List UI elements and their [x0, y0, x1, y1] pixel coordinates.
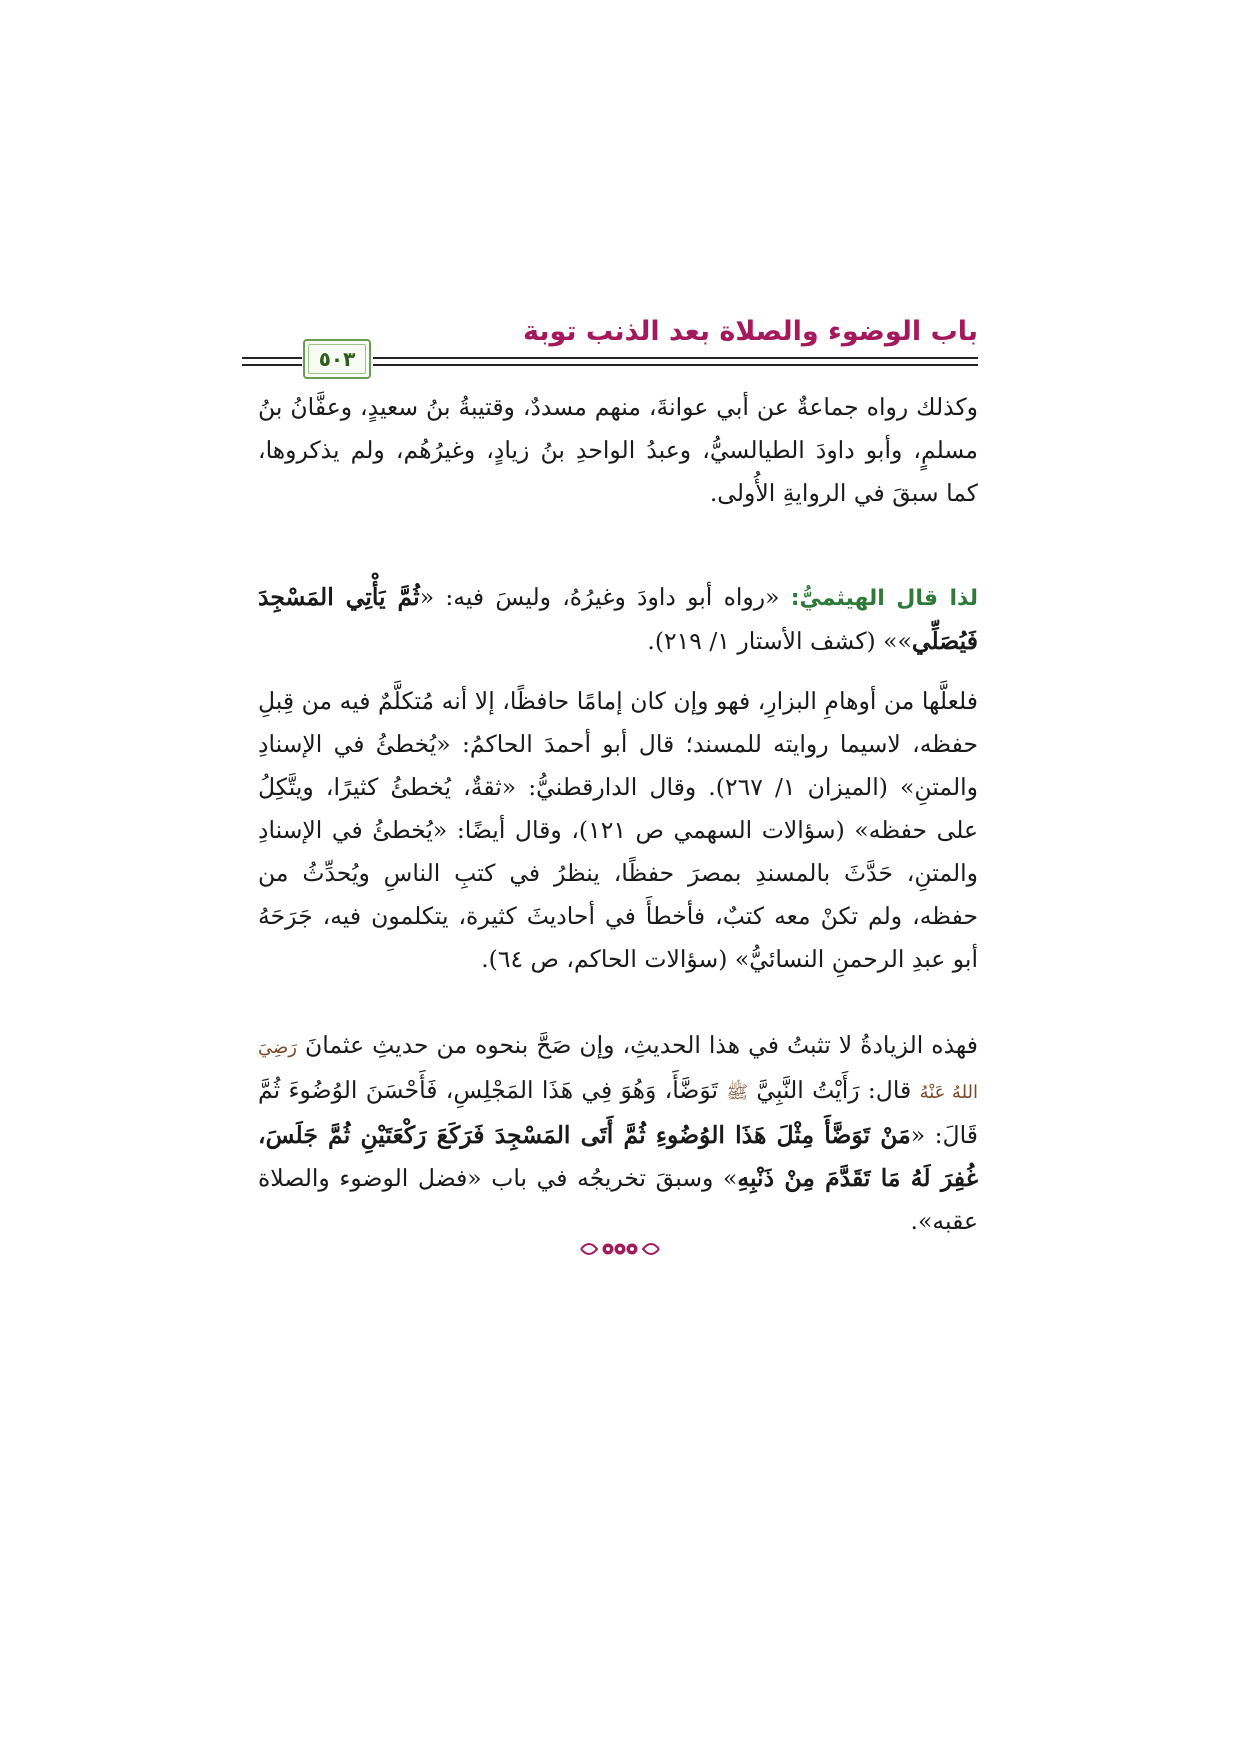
paragraph-3: فلعلَّها من أوهامِ البزارِ، فهو وإن كان إمامًا حافظًا، إلا أنه مُتكلَّمٌ فيه من قِبلِ حفظه، لاسيما روايته للمسند؛ قال أبو أحمدَ الحاكمُ: «يُخطئُ في الإسنادِ والمتنِ» (الميزان ١/ ٢٦٧). وقال الدارقطنيُّ: «ثقةٌ، يُخطئُ كثيرًا، ويتَّكِلُ على حفظه» (سؤالات السهمي ص ١٢١)، وقال أيضًا: «يُخطئُ في الإسنادِ والمتنِ، حَدَّثَ بالمسندِ بمصرَ حفظًا، ينظرُ في كتبِ الناسِ ويُحدِّثُ من حفظه، ولم تكنْ معه كتبٌ، فأخطأَ في أحاديثَ كثيرة، يتكلمون فيه، جَرَحَهُ أبو عبدِ الرحمنِ النسائيُّ» (سؤالات الحاكم، ص ٦٤).: [258, 687, 979, 973]
page-number: ٥٠٣: [318, 347, 356, 371]
paragraph-4-text-b: قال: رَأَيْتُ النَّبِيَّ: [748, 1076, 920, 1104]
hadith-quote-2: مَنْ تَوَضَّأَ مِثْلَ هَذَا الوُضُوءِ ثُمَّ أَتَى المَسْجِدَ فَرَكَعَ رَكْعَتَيْنِ ثُمَّ جَلَسَ، غُفِرَ لَهُ مَا تَقَدَّمَ مِنْ ذَنْبِهِ: [258, 1121, 978, 1192]
hadith-quote: ثُمَّ يَأْتِي المَسْجِدَ فَيُصَلِّي: [258, 583, 978, 655]
paragraph-2: [258, 576, 978, 663]
end-ornament-icon: [575, 1234, 665, 1264]
paragraph-2-text-b: »» (كشف الأستار ١/ ٢١٩).: [647, 627, 912, 655]
paragraph-lead: لذا قال الهيثميُّ:: [790, 586, 978, 611]
paragraph-4-text-c: تَوَضَّأَ، وَهُوَ فِي هَذَا المَجْلِسِ، فَأَحْسَنَ الوُضُوءَ ثُمَّ قَالَ: «: [258, 1076, 978, 1149]
paragraph-4-text-d: » وسبقَ تخريجُه في باب «فضل الوضوء والصلاة عقبه».: [258, 1164, 978, 1235]
header-rule-bottom: [373, 364, 978, 366]
paragraph-1: وكذلك رواه جماعةٌ عن أبي عوانةَ، منهم مسددٌ، وقتيبةُ بنُ سعيدٍ، وعفَّانُ بنُ مسلمٍ، وأبو داودَ الطيالسيُّ، وعبدُ الواحدِ بنُ زيادٍ، وغيرُهُم، ولم يذكروها، كما سبقَ في الروايةِ الأُولى.: [258, 393, 978, 507]
header-rule-left-bottom: [242, 364, 302, 366]
paragraph-4-text-a: فهذه الزيادةُ لا تثبتُ في هذا الحديثِ، وإن صَحَّ بنحوه من حديثِ عثمانَ: [296, 1031, 978, 1059]
header-rule-top: [373, 357, 978, 359]
chapter-title: باب الوضوء والصلاة بعد الذنب توبة: [522, 316, 978, 347]
header-rule-left-top: [242, 357, 302, 359]
radi-allahu-anhu-glyph: رَضِيَ اللهُ عَنْهُ: [258, 1037, 979, 1103]
page-number-frame: [303, 339, 371, 379]
paragraph-2-text-a: «رواه أبو داودَ وغيرُهُ، وليسَ فيه: «: [419, 583, 791, 611]
salla-allahu-alayhi-glyph: ﷺ: [726, 1082, 749, 1103]
paragraph-4: [258, 1024, 978, 1243]
